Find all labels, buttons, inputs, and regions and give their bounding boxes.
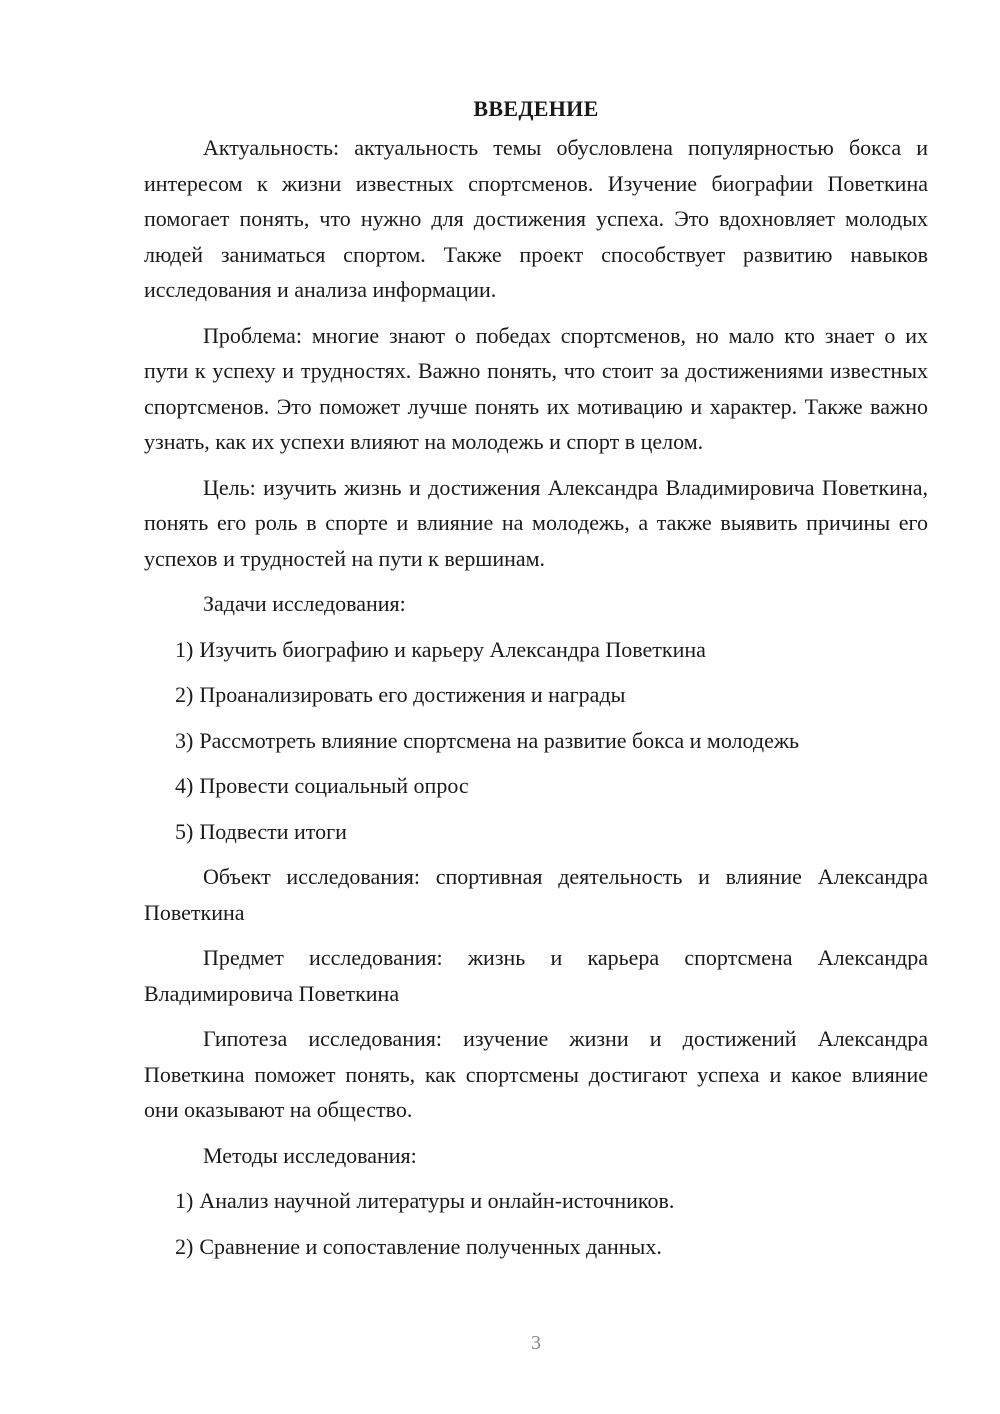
list-item-number: 2) <box>175 1233 194 1259</box>
list-item <box>144 723 928 759</box>
page-number: 3 <box>531 1332 541 1354</box>
document-page <box>144 92 928 1274</box>
list-item <box>144 768 928 804</box>
list-item-text: Сравнение и сопоставление полученных данных. <box>199 1233 662 1259</box>
list-item-number: 1) <box>175 636 194 662</box>
paragraph-goal: Цель: изучить жизнь и достижения Александра Владимировича Поветкина, понять его роль в спорте и влияние на молодежь, а также выявить причины его успехов и трудностей на пути к вершинам. <box>144 474 928 571</box>
list-item-text: Подвести итоги <box>199 818 347 844</box>
list-item <box>144 1229 928 1265</box>
list-item-text: Изучить биографию и карьеру Александра Поветкина <box>199 636 706 662</box>
methods-heading: Методы исследования: <box>203 1142 417 1168</box>
list-item <box>144 632 928 668</box>
tasks-list <box>144 632 928 850</box>
tasks-heading: Задачи исследования: <box>203 591 406 616</box>
list-item-text: Провести социальный опрос <box>199 773 469 798</box>
list-item-number: 1) <box>175 1188 194 1213</box>
paragraph-subject: Предмет исследования: жизнь и карьера спортсмена Александра Владимировича Поветкина <box>144 945 928 1006</box>
paragraph-object: Объект исследования: спортивная деятельность и влияние Александра Поветкина <box>144 864 928 925</box>
list-item-text: Анализ научной литературы и онлайн-источников. <box>199 1188 675 1213</box>
list-item <box>144 677 928 713</box>
list-item <box>144 1183 928 1219</box>
paragraph-hypothesis: Гипотеза исследования: изучение жизни и достижений Александра Поветкина поможет понять, как спортсмены достигают успеха и какое влияние они оказывают на общество. <box>144 1026 928 1122</box>
list-item <box>144 814 928 850</box>
list-item-text: Проанализировать его достижения и награды <box>199 682 626 707</box>
list-item-number: 3) <box>175 727 194 753</box>
paragraph-problem: Проблема: многие знают о победах спортсменов, но мало кто знает о их пути к успеху и трудностях. Важно понять, что стоит за достижениями известных спортсменов. Это поможет лучше понять их мотивацию и характер. Также важно узнать, как их успехи влияют на молодежь и спорт в целом. <box>144 322 928 454</box>
paragraph-relevance: Актуальность: актуальность темы обусловлена популярностью бокса и интересом к жизни известных спортсменов. Изучение биографии Поветкина помогает понять, что нужно для достижения успеха. Это вдохновляет молодых людей заниматься спортом. Также проект способствует развитию навыков исследования и анализа информации. <box>144 135 928 302</box>
list-item-number: 2) <box>175 682 194 707</box>
list-item-number: 4) <box>175 773 194 798</box>
page-title: ВВЕДЕНИЕ <box>473 96 599 121</box>
methods-list <box>144 1183 928 1264</box>
list-item-number: 5) <box>175 818 194 844</box>
list-item-text: Рассмотреть влияние спортсмена на развитие бокса и молодежь <box>199 727 800 753</box>
